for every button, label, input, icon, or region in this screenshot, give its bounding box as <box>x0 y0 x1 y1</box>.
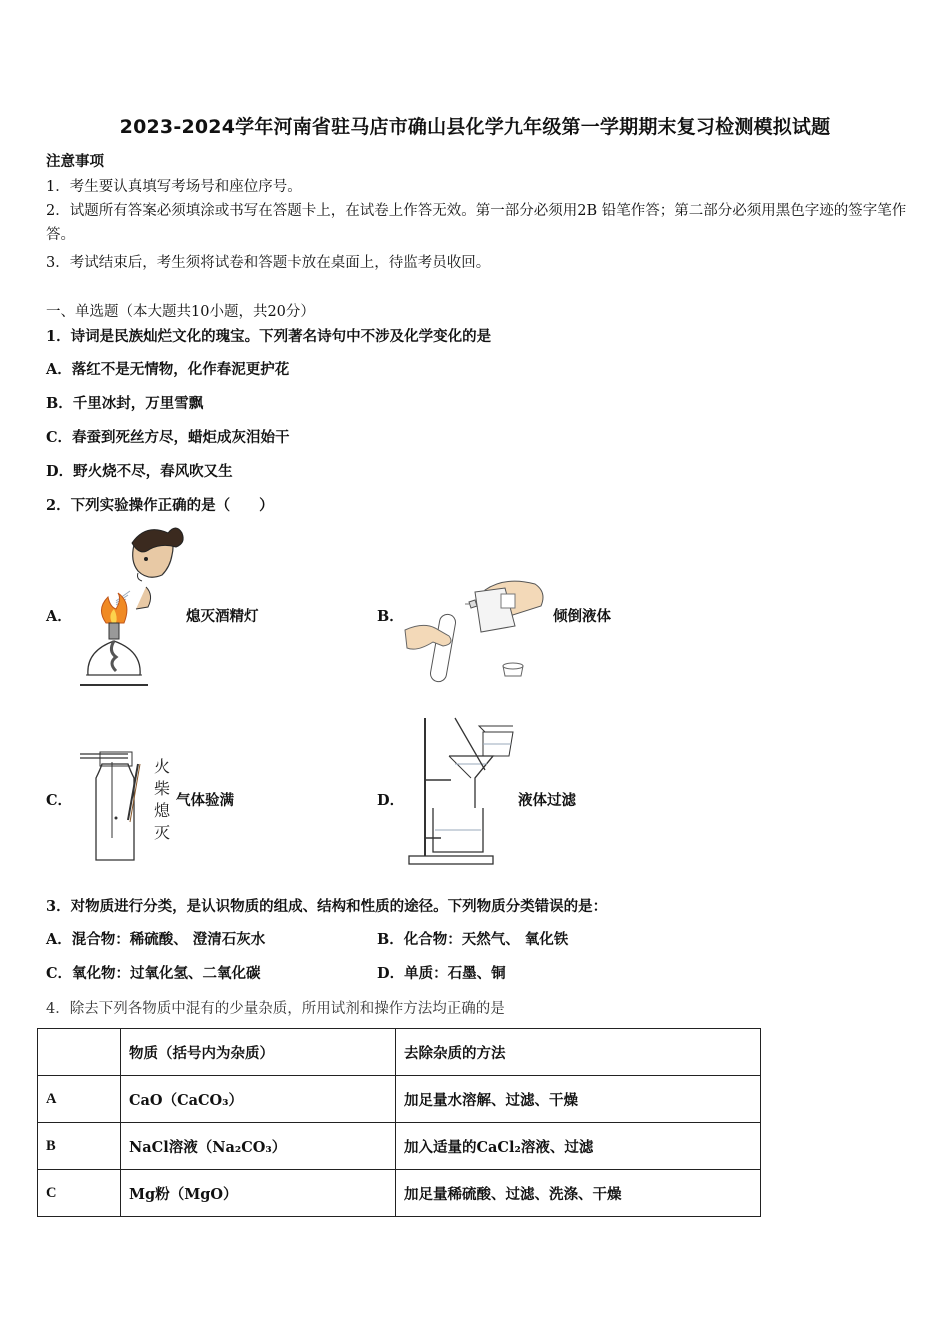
option-d: D．野火烧不尽，春风吹又生 <box>46 463 233 480</box>
page-title: 2023-2024学年河南省驻马店市确山县化学九年级第一学期期末复习检测模拟试题 <box>119 116 831 138</box>
figure-gas-full-test <box>76 748 186 866</box>
option-a-caption: 熄灭酒精灯 <box>186 608 259 625</box>
notice-item: 1．考生要认真填写考场号和座位序号。 <box>46 179 302 195</box>
figure-text: 柴 <box>154 779 171 798</box>
row-label: C <box>38 1170 121 1217</box>
figure-blow-out-lamp <box>76 525 186 690</box>
table-row <box>38 1170 761 1217</box>
option-a: A．落红不是无情物，化作春泥更护花 <box>46 361 290 378</box>
question-stem: 2．下列实验操作正确的是（ ） <box>46 497 274 514</box>
method-cell: 加入适量的CaCl₂溶液、过滤 <box>396 1123 761 1170</box>
option-d: D．单质：石墨、铜 <box>377 965 506 982</box>
option-b-caption: 倾倒液体 <box>553 608 611 625</box>
figure-text: 火 <box>154 757 171 776</box>
table-header-cell <box>38 1029 121 1076</box>
figure-text: 熄 <box>154 801 171 820</box>
question-stem: 3．对物质进行分类，是认识物质的组成、结构和性质的途径。下列物质分类错误的是： <box>46 898 608 915</box>
table-row <box>38 1076 761 1123</box>
notice-item: 2．试题所有答案必须填涂或书写在答题卡上，在试卷上作答无效。第一部分必须用2B 铅笔作答；第二部分必须用黑色字迹的签字笔作答。 <box>46 203 907 243</box>
option-d-caption: 液体过滤 <box>518 792 576 809</box>
figure-filtration <box>405 712 525 867</box>
table-header-cell: 物质（括号内为杂质） <box>121 1029 396 1076</box>
option-a: A．混合物：稀硫酸、 澄清石灰水 <box>46 931 266 948</box>
section-heading: 一、单选题（本大题共10小题，共20分） <box>46 304 315 320</box>
substance-cell: CaO（CaCO₃） <box>121 1076 396 1123</box>
question-stem: 1．诗词是民族灿烂文化的瑰宝。下列著名诗句中不涉及化学变化的是 <box>46 328 492 345</box>
table-header-cell: 去除杂质的方法 <box>396 1029 761 1076</box>
option-d-letter: D． <box>377 792 405 809</box>
impurity-table <box>37 1028 761 1217</box>
option-b: B．化合物：天然气、 氧化铁 <box>377 931 569 948</box>
option-b: B．千里冰封，万里雪飘 <box>46 395 204 412</box>
row-label: B <box>38 1123 121 1170</box>
figure-text: 灭 <box>154 823 171 842</box>
option-c: C．春蚕到死丝方尽，蜡炬成灰泪始干 <box>46 429 290 446</box>
table-header-row <box>38 1029 761 1076</box>
option-b-letter: B． <box>377 608 404 625</box>
notice-item: 3．考试结束后，考生须将试卷和答题卡放在桌面上，待监考员收回。 <box>46 255 491 271</box>
row-label: A <box>38 1076 121 1123</box>
substance-cell: Mg粉（MgO） <box>121 1170 396 1217</box>
substance-cell: NaCl溶液（Na₂CO₃） <box>121 1123 396 1170</box>
option-c-letter: C． <box>46 792 73 809</box>
method-cell: 加足量水溶解、过滤、干燥 <box>396 1076 761 1123</box>
option-c: C．氧化物：过氧化氢、二氧化碳 <box>46 965 261 982</box>
table-row <box>38 1123 761 1170</box>
figure-pour-liquid <box>405 570 555 688</box>
option-c-caption: 气体验满 <box>176 792 234 809</box>
notice-heading: 注意事项 <box>46 153 104 170</box>
question-stem: 4．除去下列各物质中混有的少量杂质，所用试剂和操作方法均正确的是 <box>46 1001 505 1017</box>
method-cell: 加足量稀硫酸、过滤、洗涤、干燥 <box>396 1170 761 1217</box>
option-a-letter: A． <box>46 608 72 625</box>
